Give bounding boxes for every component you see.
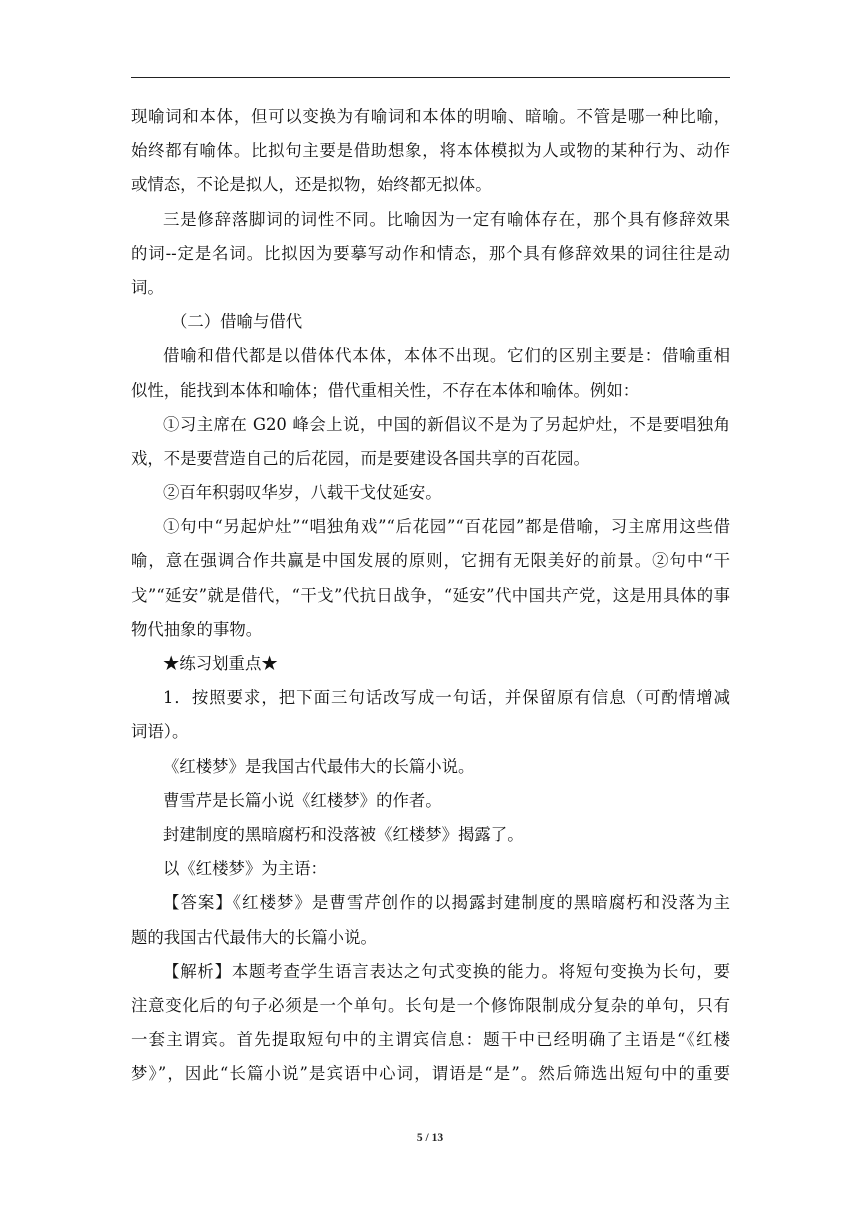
text-line: 梦》”，因此“长篇小说”是宾语中心词，谓语是“是”。然后筛选出短句中的重要 (131, 1064, 730, 1084)
text-line: 始终都有喻体。比拟句主要是借助想象，将本体模拟为人或物的某种行为、动作 (131, 141, 730, 161)
paragraph-start-line: 三是修辞落脚词的词性不同。比喻因为一定有喻体存在，那个具有修辞效果 (163, 209, 730, 229)
document-body (131, 100, 730, 1091)
analysis-line: 【解析】本题考查学生语言表达之句式变换的能力。将短句变换为长句，要 (163, 961, 730, 981)
question-prompt: 以《红楼梦》为主语： (163, 859, 327, 879)
text-line: 词语）。 (131, 722, 189, 742)
paragraph-start-line: ①句中“另起炉灶”“唱独角戏”“后花园”“百花园”都是借喻，习主席用这些借 (163, 517, 730, 537)
question-line: 1．按照要求，把下面三句话改写成一句话，并保留原有信息（可酌情增减 (163, 688, 730, 708)
text-line: 词。 (131, 277, 164, 297)
section-heading: （二）借喻与借代 (171, 312, 303, 332)
question-sentence: 曹雪芹是长篇小说《红楼梦》的作者。 (163, 790, 442, 810)
text-line: 物代抽象的事物。 (131, 619, 263, 639)
example-item-2: ②百年积弱叹华岁，八载干戈仗延安。 (163, 483, 442, 503)
question-sentence: 封建制度的黑暗腐朽和没落被《红楼梦》揭露了。 (163, 824, 524, 844)
text-line: 题的我国古代最伟大的长篇小说。 (131, 927, 377, 947)
paragraph-start-line: 借喻和借代都是以借体代本体，本体不出现。它们的区别主要是：借喻重相 (163, 346, 730, 366)
text-line: 似性，能找到本体和喻体；借代重相关性，不存在本体和喻体。例如： (131, 380, 640, 400)
text-line: 现喻词和本体，但可以变换为有喻词和本体的明喻、暗喻。不管是哪一种比喻， (131, 107, 730, 126)
practice-heading: ★练习划重点★ (163, 654, 278, 673)
answer-line: 【答案】《红楼梦》是曹雪芹创作的以揭露封建制度的黑暗腐朽和没落为主 (163, 893, 730, 913)
example-item-1: ①习主席在 G20 峰会上说，中国的新倡议不是为了另起炉灶，不是要唱独角 (163, 414, 730, 434)
text-line: 注意变化后的句子必须是一个单句。长句是一个修饰限制成分复杂的单句，只有 (131, 995, 730, 1015)
page-number: 5 / 13 (416, 1132, 444, 1144)
header-rule (131, 77, 730, 78)
text-line: 戏，不是要营造自己的后花园，而是要建设各国共享的百花园。 (131, 448, 590, 468)
text-line: 或情态，不论是拟人，还是拟物，始终都无拟体。 (131, 175, 492, 195)
text-line: 喻，意在强调合作共赢是中国发展的原则，它拥有无限美好的前景。②句中“干 (131, 551, 730, 571)
text-line: 戈”“延安”就是借代，“干戈”代抗日战争，“延安”代中国共产党，这是用具体的事 (131, 585, 730, 605)
text-line: 的词--定是名词。比拟因为要摹写动作和情态，那个具有修辞效果的词往往是动 (131, 243, 730, 263)
text-line: 一套主谓宾。首先提取短句中的主谓宾信息：题干中已经明确了主语是“《红楼 (131, 1030, 730, 1050)
question-sentence: 《红楼梦》是我国古代最伟大的长篇小说。 (163, 756, 475, 776)
